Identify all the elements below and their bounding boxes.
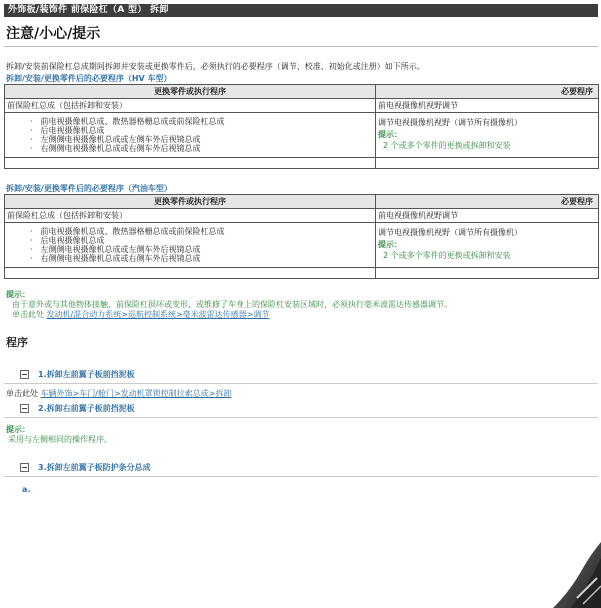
- hv-empty-cell: [376, 158, 599, 169]
- step-2-label: 2.拆卸右前翼子板前挡泥板: [38, 404, 135, 413]
- gas-items-cell: [5, 223, 376, 268]
- gas-col-required: 必要程序: [376, 195, 599, 209]
- step-2-hint: [6, 424, 598, 445]
- list-item: · 右侧侧电视摄像机总成或右侧车外后视镜总成: [41, 144, 373, 153]
- gas-req-text: 调节电视摄像机视野（调节所有摄像机）: [378, 228, 522, 237]
- page-title: 注意/小心/提示: [6, 26, 101, 42]
- gas-hint-text: 2 个或多个零件的更换或拆卸和安装: [383, 251, 511, 260]
- gas-col-parts: 更换零件或执行程序: [5, 195, 376, 209]
- step-3-header[interactable]: [4, 461, 598, 474]
- list-item: · 左侧侧电视摄像机总成或左侧车外后视镜总成: [41, 245, 373, 254]
- list-item: · 右侧侧电视摄像机总成或右侧车外后视镜总成: [41, 254, 373, 263]
- hv-procedure-table: [4, 84, 599, 169]
- hv-row-part: 前保险杠总成（包括拆卸和安装）: [5, 99, 376, 113]
- illustration-fragment: [531, 528, 601, 608]
- step-2-hint-label: 提示：: [6, 425, 30, 434]
- hv-items-cell: [5, 113, 376, 158]
- step-2-hint-text: 采用与左侧相同的操作程序。: [8, 435, 112, 444]
- list-item: · 后电视摄像机总成: [41, 126, 373, 135]
- collapse-icon[interactable]: [20, 370, 29, 379]
- collapse-icon[interactable]: [20, 463, 29, 472]
- gas-section-heading: 拆卸/安装/更换零件后的必要程序（汽油车型）: [6, 184, 172, 193]
- hv-req-cell: [376, 113, 599, 158]
- step-1-header[interactable]: [4, 368, 598, 381]
- list-item: · 后电视摄像机总成: [41, 236, 373, 245]
- hv-req-text: 调节电视摄像机视野（调节所有摄像机）: [378, 118, 522, 127]
- hood-lock-cable-link[interactable]: 车辆外饰>车门/舱门>发动机罩锁控制拉索总成>拆卸: [40, 389, 232, 398]
- click-prefix: 单击此处: [6, 389, 38, 398]
- gas-req-cell: [376, 223, 599, 268]
- note-link-prefix: 单击此处: [12, 310, 44, 319]
- note-line2: [6, 310, 598, 320]
- intro-text: 拆卸/安装前保险杠总成期间拆卸并安装或更换零件后，必须执行的必要程序（调节、校准、初始化或注册）如下所示。: [6, 62, 425, 71]
- step-1-label: 1.拆卸左前翼子板前挡泥板: [38, 370, 135, 379]
- collapse-icon[interactable]: [20, 404, 29, 413]
- note-label: 提示：: [6, 290, 30, 299]
- step-divider: [4, 383, 598, 384]
- note-line1: 由于意外或与其他物体接触，前保险杠损坏或变形，或维修了车身上的保险杠安装区域时，必须执行毫米波雷达传感器调节。: [12, 300, 452, 309]
- title-divider: [4, 46, 598, 47]
- gas-row-required: 前电视摄像机视野调节: [376, 209, 599, 223]
- hv-hint-label: 提示：: [378, 130, 402, 139]
- gas-empty-cell: [376, 268, 599, 279]
- step-3-label: 3.拆卸左前翼子板防护条分总成: [38, 463, 151, 472]
- hv-col-parts: 更换零件或执行程序: [5, 85, 376, 99]
- hv-row-required: 前电视摄像机视野调节: [376, 99, 599, 113]
- step-divider: [4, 417, 598, 418]
- step-1-reference: [6, 388, 598, 399]
- hv-empty-cell: [5, 158, 376, 169]
- list-item: · 左侧侧电视摄像机总成或左侧车外后视镜总成: [41, 135, 373, 144]
- step-divider: [4, 476, 598, 477]
- radar-note: [6, 289, 598, 320]
- hv-section-heading: 拆卸/安装/更换零件后的必要程序（HV 车型）: [6, 74, 172, 83]
- hv-hint-text: 2 个或多个零件的更换或拆卸和安装: [383, 141, 511, 150]
- procedure-title: 程序: [6, 336, 28, 349]
- gas-empty-cell: [5, 268, 376, 279]
- gas-row-part: 前保险杠总成（包括拆卸和安装）: [5, 209, 376, 223]
- gas-hint-label: 提示：: [378, 240, 402, 249]
- hv-col-required: 必要程序: [376, 85, 599, 99]
- gas-procedure-table: [4, 194, 599, 279]
- radar-adjust-link[interactable]: 发动机/混合动力系统>巡航控制系统>毫米波雷达传感器>调节: [46, 310, 270, 319]
- substep-a: a.: [22, 485, 31, 494]
- list-item: · 前电视摄像机总成、散热器格栅总成或前保险杠总成: [41, 117, 373, 126]
- step-2-header[interactable]: [4, 402, 598, 415]
- document-page: [4, 4, 598, 494]
- list-item: · 前电视摄像机总成、散热器格栅总成或前保险杠总成: [41, 227, 373, 236]
- breadcrumb: 外饰板/装饰件 前保险杠（A 型） 拆卸: [4, 4, 598, 17]
